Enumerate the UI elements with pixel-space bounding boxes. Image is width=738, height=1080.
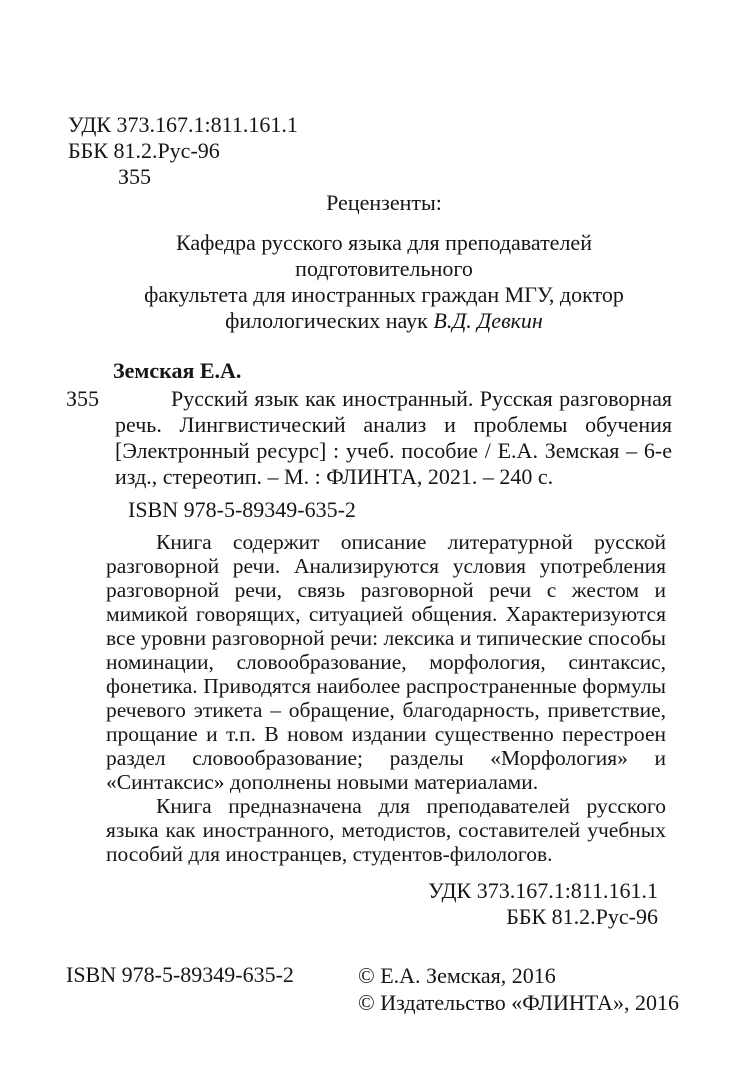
isbn-number: ISBN 978-5-89349-635-2 [128,497,356,522]
reviewer-name: В.Д. Девкин [433,308,543,333]
top-classification-codes [68,0,738,190]
reviewers-section [100,190,668,334]
copyright-author: © Е.А. Земская, 2016 [358,963,556,988]
annotation-paragraph-2: Книга предназначена для преподавателей русского языка как иностранного, методистов, составителей учебных пособий для иностранцев, студентов-филологов. [106,794,666,866]
bbk-code-bottom: ББК 81.2.Рус-96 [506,904,658,929]
bottom-classification-codes [0,878,658,930]
author-sign: З55 [118,164,152,189]
copyright-publisher: © Издательство «ФЛИНТА», 2016 [358,990,679,1015]
reviewers-line-3 [100,308,668,334]
copyright-block [358,962,679,1016]
bibliographic-description: Русский язык как иностранный. Русская разговорная речь. Лингвистический анализ и проблемы обучения [Электронный ресурс] : учеб. пособие / Е.А. Земская – 6-е изд., стереотип. – М. : ФЛИНТА, 2021. – 240 с. [115,386,672,489]
copyright-footer [0,962,738,1032]
annotation-paragraph-1: Книга содержит описание литературной русской разговорной речи. Анализируются условия употребления разговорной речи, связь разговорной речи с жестом и мимикой говорящих, ситуацией общения. Характеризуются все уровни разговорной речи: лексика и типические способы номинации, словообразование, морфология, синтаксис, фонетика. Приводятся наиболее распространенные формулы речевого этикета – обращение, благодарность, приветствие, прощание и т.п. В новом издании существенно перестроен раздел словообразование; разделы «Морфология» и «Синтаксис» дополнены новыми материалами. [106,530,666,794]
isbn-number-footer: ISBN 978-5-89349-635-2 [66,962,294,987]
bibliographic-record [0,386,738,490]
reviewer-degree-text: филологических наук [225,308,434,333]
bbk-code: ББК 81.2.Рус-96 [68,138,220,163]
margin-author-sign: З55 [66,386,100,411]
reviewers-line-1: Кафедра русского языка для преподавателей подготовительного [176,230,592,281]
udk-code-bottom: УДК 373.167.1:811.161.1 [428,878,658,903]
udk-code: УДК 373.167.1:811.161.1 [68,112,298,137]
reviewers-heading: Рецензенты: [326,190,442,215]
annotation-section [106,530,666,866]
author-name: Земская Е.А. [113,358,242,383]
reviewers-line-2: факультета для иностранных граждан МГУ, доктор [144,282,624,307]
